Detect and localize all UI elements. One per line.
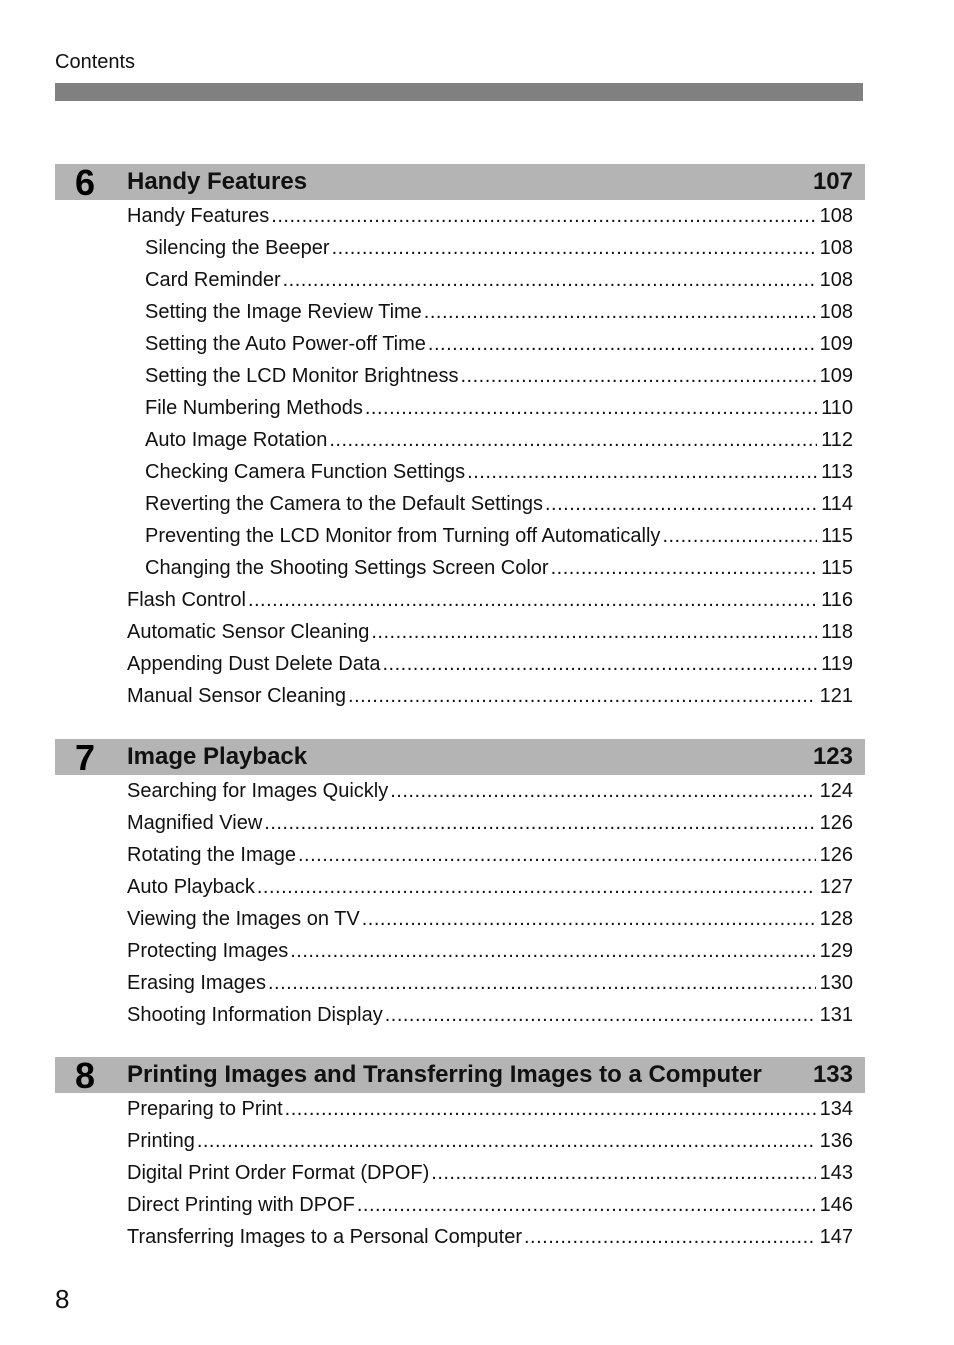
toc-entry-label: Rotating the Image — [127, 844, 296, 866]
toc-entry[interactable] — [145, 456, 853, 488]
toc-entry-page-number: 131 — [819, 1004, 853, 1026]
chapter-page-number[interactable]: 107 — [812, 168, 853, 195]
dot-leader — [551, 552, 818, 584]
toc-entry-page-number: 124 — [819, 780, 853, 802]
toc-entry-label: Manual Sensor Cleaning — [127, 685, 347, 707]
toc-entry-list — [55, 200, 865, 712]
toc-entry[interactable] — [145, 232, 853, 264]
dot-leader — [283, 264, 816, 296]
chapter-section — [55, 739, 865, 1031]
dot-leader — [264, 807, 815, 839]
toc-entry-label: Checking Camera Function Settings — [145, 461, 466, 483]
toc-entry-page-number: 108 — [819, 301, 853, 323]
toc-entry-label: Appending Dust Delete Data — [127, 653, 381, 675]
toc-entry-page-number: 127 — [819, 876, 853, 898]
dot-leader — [271, 200, 815, 232]
toc-entry[interactable] — [127, 839, 853, 871]
toc-entry-label: Silencing the Beeper — [145, 237, 330, 259]
toc-entry-label: Digital Print Order Format (DPOF) — [127, 1162, 430, 1184]
toc-entry-page-number: 126 — [819, 844, 853, 866]
toc-entry[interactable] — [145, 552, 853, 584]
toc-entry-label: File Numbering Methods — [145, 397, 363, 419]
dot-leader — [290, 935, 815, 967]
toc-entry-list — [55, 1093, 865, 1253]
page-header-label: Contents — [55, 51, 136, 73]
toc-entry[interactable] — [127, 775, 853, 807]
chapter-heading — [55, 737, 865, 778]
toc-entry-page-number: 121 — [819, 685, 853, 707]
toc-entry-page-number: 134 — [819, 1098, 853, 1120]
toc-entry-label: Erasing Images — [127, 972, 266, 994]
toc-entry[interactable] — [145, 520, 853, 552]
toc-entry-label: Changing the Shooting Settings Screen Color — [145, 557, 549, 579]
toc-entry[interactable] — [127, 999, 853, 1031]
chapter-heading — [55, 1055, 865, 1096]
toc-entry-page-number: 115 — [821, 525, 853, 547]
chapter-page-number[interactable]: 123 — [812, 743, 853, 770]
toc-entry-page-number: 128 — [819, 908, 853, 930]
toc-entry-page-number: 129 — [819, 940, 853, 962]
toc-entry[interactable] — [127, 200, 853, 232]
dot-leader — [524, 1221, 816, 1253]
toc-entry[interactable] — [127, 807, 853, 839]
dot-leader — [545, 488, 817, 520]
toc-entry[interactable] — [127, 967, 853, 999]
toc-entry-page-number: 118 — [821, 621, 853, 643]
toc-entry[interactable] — [145, 328, 853, 360]
chapter-title[interactable]: Handy Features — [127, 168, 308, 195]
toc-entry[interactable] — [145, 392, 853, 424]
toc-entry-page-number: 126 — [819, 812, 853, 834]
toc-entry[interactable] — [127, 1125, 853, 1157]
dot-leader — [285, 1093, 816, 1125]
toc-entry-label: Setting the LCD Monitor Brightness — [145, 365, 459, 387]
toc-entry-page-number: 109 — [819, 365, 853, 387]
toc-entry-page-number: 108 — [819, 269, 853, 291]
toc-entry-page-number: 115 — [821, 557, 853, 579]
toc-entry[interactable] — [145, 264, 853, 296]
toc-entry-page-number: 136 — [819, 1130, 853, 1152]
toc-entry[interactable] — [145, 488, 853, 520]
toc-entry-label: Auto Playback — [127, 876, 255, 898]
dot-leader — [268, 967, 816, 999]
chapter-title[interactable]: Printing Images and Transferring Images to a Computer — [127, 1061, 762, 1088]
toc-entry[interactable] — [127, 903, 853, 935]
dot-leader — [371, 616, 817, 648]
toc-entry-label: Shooting Information Display — [127, 1004, 383, 1026]
toc-entry[interactable] — [127, 648, 853, 680]
dot-leader — [357, 1189, 816, 1221]
toc-entry-label: Preventing the LCD Monitor from Turning off Automatically — [145, 525, 661, 547]
header-bar — [55, 83, 863, 101]
toc-entry-page-number: 147 — [819, 1226, 853, 1248]
chapter-section — [55, 1057, 865, 1253]
dot-leader — [332, 232, 816, 264]
toc-entry-page-number: 113 — [821, 461, 853, 483]
toc-entry-label: Setting the Image Review Time — [145, 301, 422, 323]
dot-leader — [431, 1157, 815, 1189]
chapter-number: 8 — [74, 1055, 96, 1096]
toc-entry-label: Auto Image Rotation — [145, 429, 328, 451]
toc-entry[interactable] — [127, 584, 853, 616]
toc-entry[interactable] — [127, 1221, 853, 1253]
dot-leader — [467, 456, 817, 488]
toc-entry-label: Printing — [127, 1130, 195, 1152]
chapter-heading — [55, 162, 865, 203]
toc-entry-label: Protecting Images — [127, 940, 289, 962]
toc-entry-label: Card Reminder — [145, 269, 281, 291]
toc-entry-label: Searching for Images Quickly — [127, 780, 389, 802]
toc-entry[interactable] — [127, 1093, 853, 1125]
dot-leader — [248, 584, 817, 616]
toc-entry[interactable] — [127, 935, 853, 967]
toc-entry[interactable] — [145, 360, 853, 392]
toc-entry-page-number: 110 — [821, 397, 853, 419]
dot-leader — [662, 520, 817, 552]
toc-entry-page-number: 109 — [819, 333, 853, 355]
toc-entry[interactable] — [145, 296, 853, 328]
toc-entry-label: Flash Control — [127, 589, 246, 611]
toc-entry-page-number: 112 — [821, 429, 853, 451]
chapter-title[interactable]: Image Playback — [127, 743, 308, 770]
chapter-number: 7 — [74, 737, 96, 778]
chapter-number: 6 — [74, 162, 96, 203]
dot-leader — [365, 392, 817, 424]
toc-entry-label: Handy Features — [127, 205, 270, 227]
dot-leader — [197, 1125, 816, 1157]
toc-entry[interactable] — [127, 616, 853, 648]
toc-entry-page-number: 143 — [819, 1162, 853, 1184]
chapter-page-number[interactable]: 133 — [812, 1061, 853, 1088]
toc-entry-label: Preparing to Print — [127, 1098, 283, 1120]
toc-entry-label: Transferring Images to a Personal Computer — [127, 1226, 522, 1248]
dot-leader — [390, 775, 815, 807]
dot-leader — [461, 360, 816, 392]
toc-entry-label: Direct Printing with DPOF — [127, 1194, 355, 1216]
toc-entry-page-number: 119 — [821, 653, 853, 675]
dot-leader — [348, 680, 816, 712]
page-number: 8 — [55, 1284, 70, 1314]
toc-entry[interactable] — [127, 871, 853, 903]
toc-entry-list — [55, 775, 865, 1031]
dot-leader — [424, 296, 816, 328]
toc-entry-page-number: 108 — [819, 237, 853, 259]
toc-entry[interactable] — [127, 1189, 853, 1221]
toc-entry-label: Viewing the Images on TV — [127, 908, 360, 930]
toc-entry[interactable] — [127, 680, 853, 712]
toc-entry-label: Setting the Auto Power-off Time — [145, 333, 426, 355]
toc-entry-page-number: 130 — [819, 972, 853, 994]
toc-entry[interactable] — [145, 424, 853, 456]
dot-leader — [385, 999, 816, 1031]
dot-leader — [257, 871, 816, 903]
toc-entry-page-number: 146 — [819, 1194, 853, 1216]
chapter-section — [55, 164, 865, 712]
dot-leader — [383, 648, 818, 680]
toc-entry[interactable] — [127, 1157, 853, 1189]
toc-entry-label: Magnified View — [127, 812, 263, 834]
toc-entry-label: Reverting the Camera to the Default Settings — [145, 493, 543, 515]
dot-leader — [428, 328, 816, 360]
toc-entry-label: Automatic Sensor Cleaning — [127, 621, 370, 643]
toc-entry-page-number: 114 — [821, 493, 853, 515]
toc-entry-page-number: 116 — [821, 589, 853, 611]
dot-leader — [329, 424, 817, 456]
dot-leader — [298, 839, 816, 871]
dot-leader — [362, 903, 816, 935]
toc-entry-page-number: 108 — [819, 205, 853, 227]
